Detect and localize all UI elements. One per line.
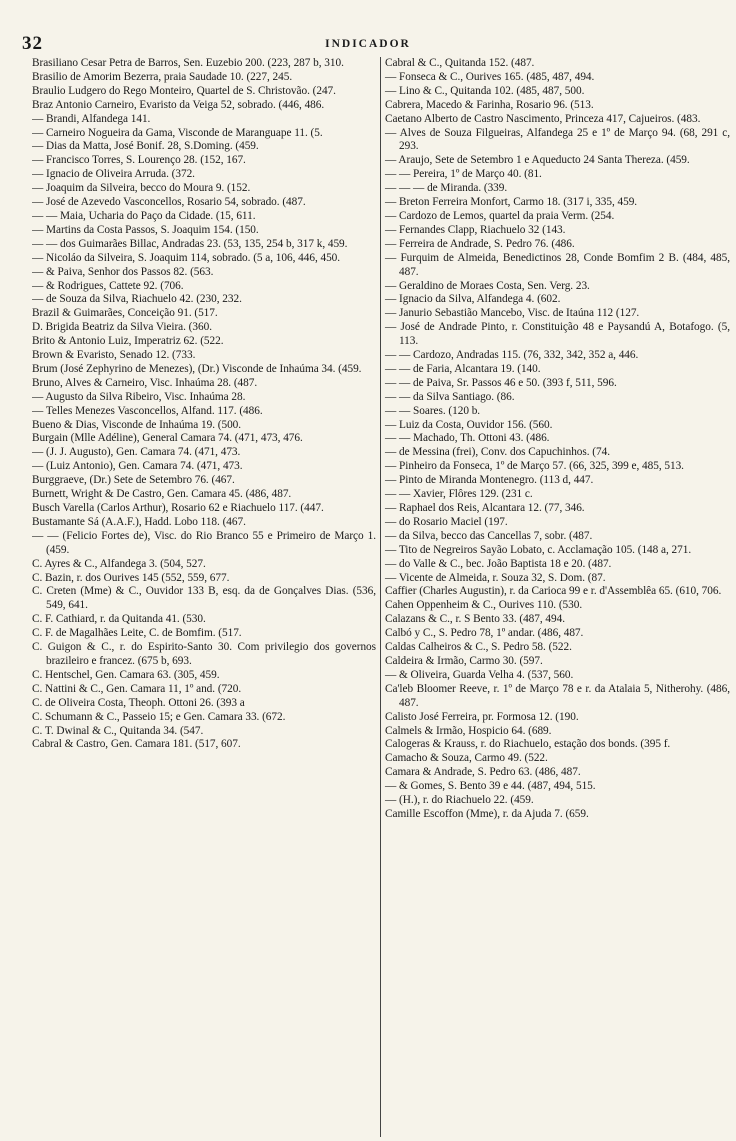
directory-entry: Cabrera, Macedo & Farinha, Rosario 96. (513. <box>385 98 594 111</box>
directory-entry: Ca'leb Bloomer Reeve, r. 1º de Março 78 e r. da Atalaia 5, Nitherohy. (486, 487. <box>385 682 730 709</box>
directory-entry: Caldas Calheiros & C., S. Pedro 58. (522. <box>385 641 572 654</box>
directory-entry: — — Machado, Th. Ottoni 43. (486. <box>385 432 550 445</box>
directory-entry: Calbó y C., S. Pedro 78, 1º andar. (486, 487. <box>385 627 584 640</box>
directory-entry: — — Soares. (120 b. <box>385 404 481 417</box>
directory-entry: C. Nattini & C., Gen. Camara 11, 1º and. (720. <box>32 682 242 695</box>
directory-entry: — Janurio Sebastião Mancebo, Visc. de Itaúna 112 (127. <box>385 307 640 320</box>
directory-entry: — (H.), r. do Riachuelo 22. (459. <box>385 794 534 807</box>
directory-entry: Cabral & C., Quitanda 152. (487. <box>385 57 535 69</box>
directory-entry: — Dias da Matta, José Bonif. 28, S.Doming. (459. <box>32 140 259 153</box>
directory-entry: Cahen Oppenheim & C., Ourives 110. (530. <box>385 599 583 612</box>
directory-entry: Braz Antonio Carneiro, Evaristo da Veiga 52, sobrado. (446, 486. <box>32 98 325 111</box>
directory-entry: Bueno & Dias, Visconde de Inhaúma 19. (500. <box>32 418 242 431</box>
directory-entry: Brasiliano Cesar Petra de Barros, Sen. Euzebio 200. (223, 287 b, 310. <box>32 57 344 69</box>
directory-entry: C. F. de Magalhães Leite, C. de Bomfim. (517. <box>32 627 242 640</box>
directory-entry: — Alves de Souza Filgueiras, Alfandega 25 e 1º de Março 94. (68, 291 c, 293. <box>385 126 730 153</box>
directory-entry: D. Brigida Beatriz da Silva Vieira. (360. <box>32 321 212 334</box>
directory-entry: — Joaquim da Silveira, becco do Moura 9. (152. <box>32 182 251 195</box>
directory-entry: Camara & Andrade, S. Pedro 63. (486, 487. <box>385 766 581 779</box>
directory-entry: — — — de Miranda. (339. <box>385 182 508 195</box>
directory-entry: — Brandi, Alfandega 141. <box>32 112 151 125</box>
directory-entry: — & Gomes, S. Bento 39 e 44. (487, 494, 515. <box>385 780 596 793</box>
directory-entry: Calazans & C., r. S Bento 33. (487, 494. <box>385 613 565 626</box>
directory-entry: Burnett, Wright & De Castro, Gen. Camara 45. (486, 487. <box>32 488 292 501</box>
directory-entry: Caldeira & Irmão, Carmo 30. (597. <box>385 654 543 667</box>
directory-entry: — — (Felicio Fortes de), Visc. do Rio Branco 55 e Primeiro de Março 1. (459. <box>32 529 376 556</box>
directory-entry: Camacho & Souza, Carmo 49. (522. <box>385 752 548 765</box>
directory-entry: Cabral & Castro, Gen. Camara 181. (517, 607. <box>32 738 241 751</box>
directory-entry: Burgain (Mlle Adéline), General Camara 74. (471, 473, 476. <box>32 432 303 445</box>
directory-entry: Brum (José Zephyrino de Menezes), (Dr.) Visconde de Inhaúma 34. (459. <box>32 362 362 375</box>
directory-entry: — Cardozo de Lemos, quartel da praia Verm. (254. <box>385 209 615 222</box>
directory-entry: — Telles Menezes Vasconcellos, Alfand. 117. (486. <box>32 404 263 417</box>
directory-entry: — & Paiva, Senhor dos Passos 82. (563. <box>32 265 214 278</box>
directory-entry: — — da Silva Santiago. (86. <box>385 390 515 403</box>
directory-entry: Brito & Antonio Luiz, Imperatriz 62. (522. <box>32 335 224 348</box>
directory-entry: — Carneiro Nogueira da Gama, Visconde de Maranguape 11. (5. <box>32 126 323 139</box>
directory-entry: C. Creten (Mme) & C., Ouvidor 133 B, esq. da de Gonçalves Dias. (536, 549, 641. <box>32 585 376 612</box>
directory-entry: Calisto José Ferreira, pr. Formosa 12. (190. <box>385 710 579 723</box>
directory-entry: — Breton Ferreira Monfort, Carmo 18. (317 i, 335, 459. <box>385 196 638 209</box>
directory-entry: — & Rodrigues, Cattete 92. (706. <box>32 279 184 292</box>
directory-entry: Caffier (Charles Augustin), r. da Carioca 99 e r. d'Assemblêa 65. (610, 706. <box>385 585 722 598</box>
directory-entry: C. F. Cathiard, r. da Quitanda 41. (530. <box>32 613 206 626</box>
directory-entry: — Pinto de Miranda Montenegro. (113 d, 447. <box>385 474 594 487</box>
directory-entry: — Fernandes Clapp, Riachuelo 32 (143. <box>385 223 566 236</box>
directory-entry: — (J. J. Augusto), Gen. Camara 74. (471, 473. <box>32 446 241 459</box>
directory-entry: — Pinheiro da Fonseca, 1º de Março 57. (66, 325, 399 e, 485, 513. <box>385 460 684 473</box>
directory-entry: — José de Andrade Pinto, r. Constituição 48 e Paysandú A, Botafogo. (5, 113. <box>385 321 730 348</box>
directory-entry: Brown & Evaristo, Senado 12. (733. <box>32 349 196 362</box>
directory-entry: — (Luiz Antonio), Gen. Camara 74. (471, 473. <box>32 460 243 473</box>
directory-entry: — — Pereira, 1º de Março 40. (81. <box>385 168 542 181</box>
directory-entry: — — Xavier, Flôres 129. (231 c. <box>385 488 533 501</box>
directory-entry: — Nicoláo da Silveira, S. Joaquim 114, sobrado. (5 a, 106, 446, 450. <box>32 251 341 264</box>
directory-entry: C. Bazin, r. dos Ourives 145 (552, 559, 677. <box>32 571 230 584</box>
directory-entry: Brasilio de Amorim Bezerra, praia Saudade 10. (227, 245. <box>32 70 293 83</box>
directory-entry: — Fonseca & C., Ourives 165. (485, 487, 494. <box>385 70 595 83</box>
directory-entry: C. Schumann & C., Passeio 15; e Gen. Camara 33. (672. <box>32 710 286 723</box>
directory-entry: — Geraldino de Moraes Costa, Sen. Verg. 23. <box>385 279 590 292</box>
directory-entry: C. de Oliveira Costa, Theoph. Ottoni 26. (393 a <box>32 696 245 709</box>
directory-entry: C. Hentschel, Gen. Camara 63. (305, 459. <box>32 668 220 681</box>
directory-entry: Caetano Alberto de Castro Nascimento, Princeza 417, Cajueiros. (483. <box>385 112 701 125</box>
directory-entry: Braulio Ludgero do Rego Monteiro, Quartel de S. Christovão. (247. <box>32 84 336 97</box>
directory-entry: — Martins da Costa Passos, S. Joaquim 154. (150. <box>32 223 259 236</box>
directory-entry: Brazil & Guimarães, Conceição 91. (517. <box>32 307 218 320</box>
directory-entry: — do Valle & C., bec. João Baptista 18 e 20. (487. <box>385 557 612 570</box>
directory-entry: C. Ayres & C., Alfandega 3. (504, 527. <box>32 557 206 570</box>
directory-entry: Bustamante Sá (A.A.F.), Hadd. Lobo 118. (467. <box>32 515 246 528</box>
directory-entry: — de Souza da Silva, Riachuelo 42. (230, 232. <box>32 293 242 306</box>
directory-columns <box>32 57 730 1137</box>
directory-entry: Bruno, Alves & Carneiro, Visc. Inhaúma 28. (487. <box>32 376 258 389</box>
directory-entry: — Ignacio da Silva, Alfandega 4. (602. <box>385 293 561 306</box>
directory-entry: — Ferreira de Andrade, S. Pedro 76. (486. <box>385 237 575 250</box>
directory-entry: — — Cardozo, Andradas 115. (76, 332, 342, 352 a, 446. <box>385 349 639 362</box>
directory-entry: Calmels & Irmão, Hospicio 64. (689. <box>385 724 552 737</box>
directory-entry: — — de Faria, Alcantara 19. (140. <box>385 362 541 375</box>
directory-entry: — Vicente de Almeida, r. Souza 32, S. Dom. (87. <box>385 571 606 584</box>
directory-entry: — Araujo, Sete de Setembro 1 e Aqueducto 24 Santa Thereza. (459. <box>385 154 690 167</box>
directory-entry: Calogeras & Krauss, r. do Riachuelo, estação dos bonds. (395 f. <box>385 738 671 751</box>
directory-entry: C. Guigon & C., r. do Espirito-Santo 30. Com privilegio dos governos brazileiro e francez. (675 b, 693. <box>32 641 376 667</box>
directory-entry: — Francisco Torres, S. Lourenço 28. (152, 167. <box>32 154 246 167</box>
running-head: INDICADOR <box>325 38 411 50</box>
directory-entry: Burggraeve, (Dr.) Sete de Setembro 76. (467. <box>32 474 235 487</box>
directory-entry: — Ignacio de Oliveira Arruda. (372. <box>32 168 195 181</box>
directory-entry: — Luiz da Costa, Ouvidor 156. (560. <box>385 418 553 431</box>
directory-entry: — de Messina (frei), Conv. dos Capuchinhos. (74. <box>385 446 610 459</box>
directory-entry: — Raphael dos Reis, Alcantara 12. (77, 346. <box>385 502 585 514</box>
directory-entry: — Augusto da Silva Ribeiro, Visc. Inhaúma 28. <box>32 390 246 403</box>
page-number: 32 <box>22 33 43 54</box>
left-column <box>32 57 381 1137</box>
directory-entry: — — dos Guimarães Billac, Andradas 23. (53, 135, 254 b, 317 k, 459. <box>32 237 348 250</box>
directory-entry: — do Rosario Maciel (197. <box>385 515 508 528</box>
directory-entry: — José de Azevedo Vasconcellos, Rosario 54, sobrado. (487. <box>32 196 306 209</box>
directory-entry: — da Silva, becco das Cancellas 7, sobr. (487. <box>385 529 593 542</box>
directory-entry: — & Oliveira, Guarda Velha 4. (537, 560. <box>385 668 574 681</box>
directory-entry: — Tito de Negreiros Sayão Lobato, c. Acclamação 105. (148 a, 271. <box>385 543 692 556</box>
directory-entry: — — Maia, Ucharia do Paço da Cidade. (15, 611. <box>32 209 256 222</box>
right-column <box>381 57 730 1137</box>
directory-entry: Busch Varella (Carlos Arthur), Rosario 62 e Riachuelo 117. (447. <box>32 502 324 514</box>
directory-entry: — Furquim de Almeida, Benedictinos 28, Conde Bomfim 2 B. (484, 485, 487. <box>385 251 730 278</box>
directory-entry: — — de Paiva, Sr. Passos 46 e 50. (393 f, 511, 596. <box>385 376 617 389</box>
directory-entry: C. T. Dwinal & C., Quitanda 34. (547. <box>32 724 204 737</box>
directory-entry: — Lino & C., Quitanda 102. (485, 487, 500. <box>385 84 585 97</box>
directory-entry: Camille Escoffon (Mme), r. da Ajuda 7. (659. <box>385 807 589 820</box>
